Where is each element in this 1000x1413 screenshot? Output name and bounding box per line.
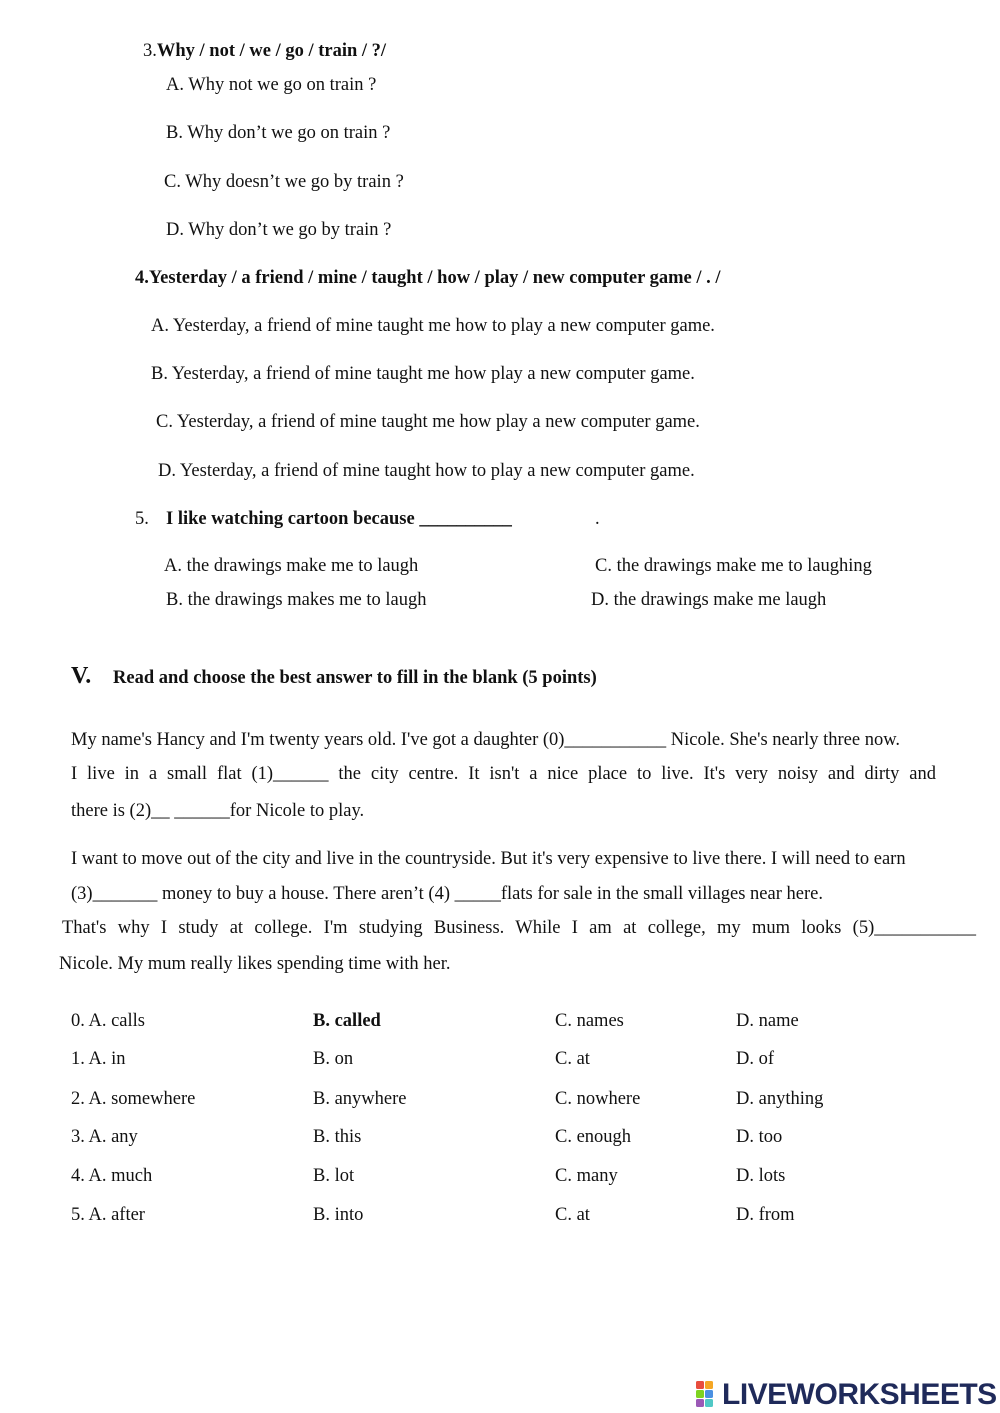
answer-2-c[interactable]: C. nowhere	[555, 1089, 641, 1109]
answer-5-c[interactable]: C. at	[555, 1205, 590, 1225]
answer-4-c[interactable]: C. many	[555, 1166, 618, 1186]
q4-option-c[interactable]: C. Yesterday, a friend of mine taught me how play a new computer game.	[156, 412, 700, 432]
answer-4-d[interactable]: D. lots	[736, 1166, 786, 1186]
answer-5-a[interactable]: 5. A. after	[71, 1205, 145, 1225]
q5-blank[interactable]: ______	[456, 509, 512, 529]
question-5-end: .	[595, 509, 600, 529]
liveworksheets-logo[interactable]	[696, 1378, 997, 1412]
answer-3-b[interactable]: B. this	[313, 1127, 362, 1147]
answer-2-b[interactable]: B. anywhere	[313, 1089, 407, 1109]
answer-3-d[interactable]: D. too	[736, 1127, 783, 1147]
answer-2-d[interactable]: D. anything	[736, 1089, 824, 1109]
answer-1-a[interactable]: 1. A. in	[71, 1049, 126, 1069]
liveworksheets-logo-text: LIVEWORKSHEETS	[722, 1378, 997, 1411]
answer-0-c[interactable]: C. names	[555, 1011, 624, 1031]
answer-4-b[interactable]: B. lot	[313, 1166, 355, 1186]
answer-5-b[interactable]: B. into	[313, 1205, 364, 1225]
q3-option-c[interactable]: C. Why doesn’t we go by train ?	[164, 172, 404, 192]
answer-1-c[interactable]: C. at	[555, 1049, 590, 1069]
q5-option-a[interactable]: A. the drawings make me to laugh	[164, 556, 419, 576]
q3-option-a[interactable]: A. Why not we go on train ?	[166, 75, 377, 95]
answer-5-d[interactable]: D. from	[736, 1205, 795, 1225]
q5-option-d[interactable]: D. the drawings make me laugh	[591, 590, 827, 610]
passage-p2-line1: I want to move out of the city and live in the countryside. But it's very expensive to live there. I will need to earn	[71, 849, 906, 869]
q5-option-c[interactable]: C. the drawings make me to laughing	[595, 556, 872, 576]
question-5-prompt: I like watching cartoon because __________	[166, 509, 512, 529]
passage-p1-line3: there is (2)__ ______for Nicole to play.	[71, 801, 365, 821]
q5-option-b[interactable]: B. the drawings makes me to laugh	[166, 590, 427, 610]
q4-option-b[interactable]: B. Yesterday, a friend of mine taught me how play a new computer game.	[151, 364, 695, 384]
answer-3-c[interactable]: C. enough	[555, 1127, 632, 1147]
answer-0-a[interactable]: 0. A. calls	[71, 1011, 145, 1031]
answer-0-d[interactable]: D. name	[736, 1011, 799, 1031]
section-v-heading: Read and choose the best answer to fill in the blank (5 points)	[113, 668, 597, 688]
answer-3-a[interactable]: 3. A. any	[71, 1127, 138, 1147]
q4-option-a[interactable]: A. Yesterday, a friend of mine taught me how to play a new computer game.	[151, 316, 715, 336]
q3-option-b[interactable]: B. Why don’t we go on train ?	[166, 123, 391, 143]
passage-p2-line4: Nicole. My mum really likes spending time with her.	[59, 954, 451, 974]
passage-p1-line2: I live in a small flat (1)______ the city centre. It isn't a nice place to live. It's very noisy and dirty and	[71, 764, 936, 784]
passage-p2-line2: (3)_______ money to buy a house. There aren’t (4) _____flats for sale in the small villages near here.	[71, 884, 823, 904]
answer-0-b[interactable]: B. called	[313, 1011, 381, 1031]
liveworksheets-logo-icon	[696, 1381, 722, 1409]
answer-1-b[interactable]: B. on	[313, 1049, 354, 1069]
q4-option-d[interactable]: D. Yesterday, a friend of mine taught how to play a new computer game.	[158, 461, 695, 481]
answer-2-a[interactable]: 2. A. somewhere	[71, 1089, 196, 1109]
answer-4-a[interactable]: 4. A. much	[71, 1166, 153, 1186]
question-3-prompt: 3.Why / not / we / go / train / ?/	[143, 41, 387, 61]
section-v-number: V.	[71, 663, 92, 689]
question-4-prompt: 4.Yesterday / a friend / mine / taught / how / play / new computer game / . /	[135, 268, 721, 288]
passage-p2-line3: That's why I study at college. I'm studying Business. While I am at college, my mum looks (5)___________	[62, 918, 976, 938]
question-5-number: 5.	[135, 509, 149, 529]
passage-p1-line1: My name's Hancy and I'm twenty years old. I've got a daughter (0)___________ Nicole. She's nearly three now.	[71, 730, 900, 750]
q3-option-d[interactable]: D. Why don’t we go by train ?	[166, 220, 392, 240]
answer-1-d[interactable]: D. of	[736, 1049, 775, 1069]
